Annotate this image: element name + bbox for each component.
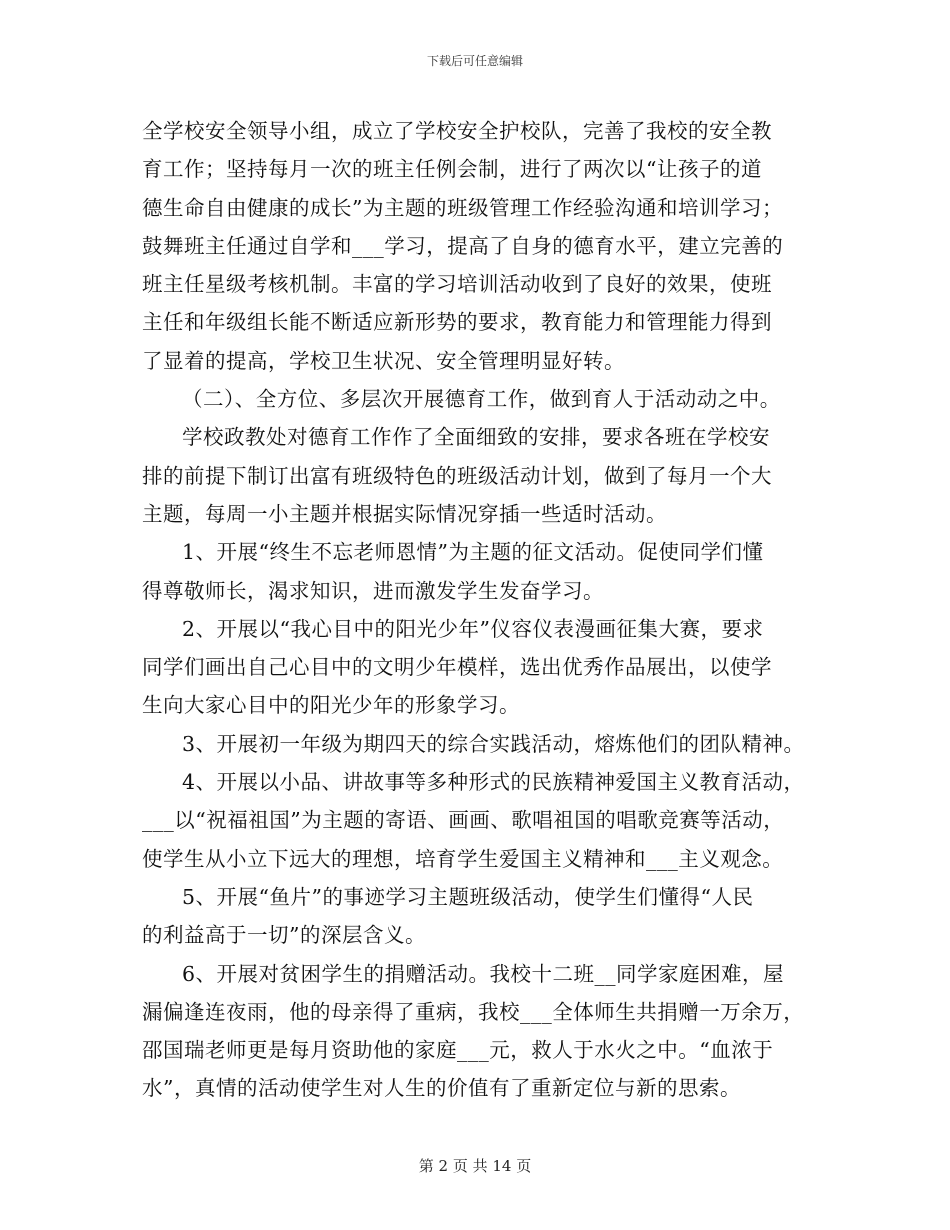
text-line: 了显着的提高，学校卫生状况、安全管理明显好转。 [142, 348, 625, 373]
text-line: 育工作；坚持每月一次的班主任例会制，进行了两次以“让孩子的道 [142, 157, 762, 182]
text-line: 主任和年级组长能不断适应新形势的要求，教育能力和管理能力得到 [142, 310, 772, 335]
text-line: 主题，每周一小主题并根据实际情况穿插一些适时活动。 [142, 501, 667, 526]
text-line: 德生命自由健康的成长”为主题的班级管理工作经验沟通和培训学习； [142, 195, 783, 220]
text-line: 学校政教处对德育工作作了全面细致的安排，要求各班在学校安 [182, 425, 770, 450]
text-line: 排的前提下制订出富有班级特色的班级活动计划，做到了每月一个大 [142, 463, 772, 488]
text-line: 使学生从小立下远大的理想，培育学生爱国主义精神和___主义观念。 [142, 846, 784, 871]
document-body [142, 112, 814, 1108]
text-line: ___以“祝福祖国”为主题的寄语、画画、歌唱祖国的唱歌竞赛等活动， [142, 808, 785, 833]
list-item-3: 3、开展初一年级为期四天的综合实践活动，熔炼他们的团队精神。 [182, 731, 805, 756]
text-line: 全学校安全领导小组，成立了学校安全护校队，完善了我校的安全教 [142, 119, 772, 143]
text-line: 邵国瑞老师更是每月资助他的家庭___元，救人于水火之中。“血浓于 [142, 1038, 774, 1063]
list-item-1: 1、开展“终生不忘老师恩情”为主题的征文活动。促使同学们懂 [182, 540, 764, 565]
text-line: 得尊敬师长，渴求知识，进而激发学生发奋学习。 [142, 578, 604, 603]
list-item-2: 2、开展以“我心目中的阳光少年”仪容仪表漫画征集大赛，要求 [182, 616, 764, 641]
text-line: 班主任星级考核机制。丰富的学习培训活动收到了良好的效果，使班 [142, 272, 772, 297]
text-line: 鼓舞班主任通过自学和___学习，提高了自身的德育水平，建立完善的 [142, 233, 784, 258]
text-line: 同学们画出自己心目中的文明少年模样，选出优秀作品展出，以使学 [142, 655, 772, 680]
text-line: 的利益高于一切”的深层含义。 [142, 923, 426, 948]
list-item-5: 5、开展“鱼片”的事迹学习主题班级活动，使学生们懂得“人民 [182, 884, 754, 909]
text-line: 水”，真情的活动使学生对人生的价值有了重新定位与新的思索。 [142, 1076, 741, 1101]
page-header: 下载后可任意编辑 [426, 54, 523, 68]
section-heading: （二）、全方位、多层次开展德育工作，做到育人于活动动之中。 [182, 387, 781, 412]
list-item-4: 4、开展以小品、讲故事等多种形式的民族精神爱国主义教育活动， [182, 770, 805, 795]
text-line: 生向大家心目中的阳光少年的形象学习。 [142, 693, 520, 718]
text-line: 漏偏逢连夜雨，他的母亲得了重病，我校___全体师生共捐赠一万余万， [142, 999, 805, 1024]
list-item-6: 6、开展对贫困学生的捐赠活动。我校十二班__同学家庭困难，屋 [182, 961, 785, 986]
page-footer: 第 2 页 共 14 页 [418, 1157, 532, 1175]
